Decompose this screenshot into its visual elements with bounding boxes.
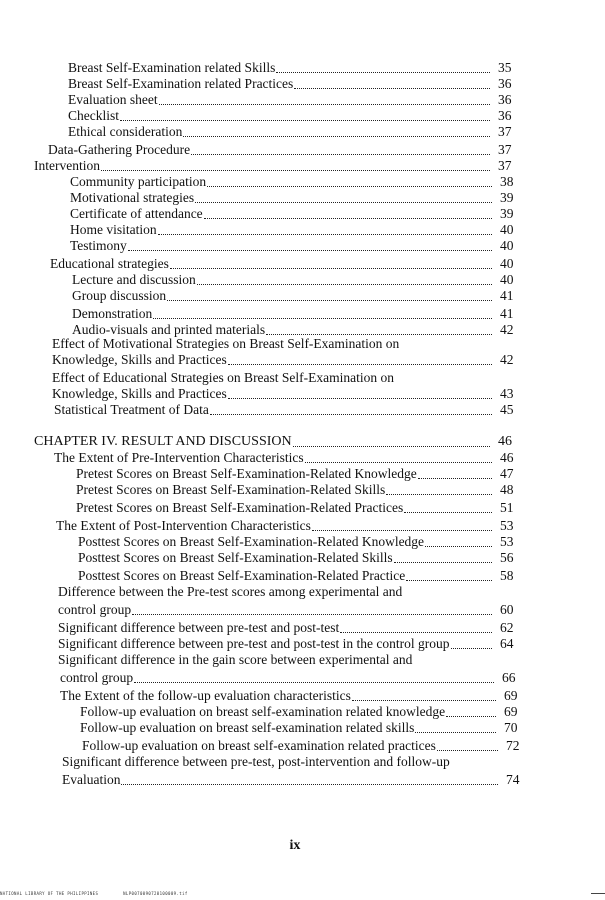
toc-entry-page: 42 [500,352,514,367]
toc-entry-page: 69 [504,704,518,719]
toc-entry [60,670,516,686]
toc-entry-title: Motivational strategies [70,190,195,205]
dot-leader [266,330,492,335]
toc-entry-title: Posttest Scores on Breast Self-Examination-Related Skills [78,550,393,565]
toc-entry-title: Pretest Scores on Breast Self-Examination-Related Skills [76,482,386,497]
toc-entry [50,256,514,272]
toc-entry-title: Testimony [70,238,127,253]
dot-leader [195,198,492,203]
toc-entry-title: CHAPTER IV. RESULT AND DISCUSSION [34,434,292,449]
dot-leader [191,150,490,155]
toc-entry-page: 40 [500,222,514,237]
toc-entry-title: Pretest Scores on Breast Self-Examination-Related Knowledge [76,466,417,481]
dot-leader [183,132,490,137]
toc-entry-page: 37 [498,124,512,139]
toc-entry-page: 36 [498,92,512,107]
toc-entry [70,206,514,222]
toc-entry-title: Posttest Scores on Breast Self-Examination-Related Practice [78,568,406,583]
toc-entry-page: 46 [498,434,512,449]
toc-entry: Significant difference between pre-test, post-intervention and follow-up [62,754,450,769]
toc-entry-title: Group discussion [72,288,167,303]
dot-leader [312,526,492,531]
toc-entry [72,272,514,288]
dot-leader [415,728,496,733]
toc-entry-page: 48 [500,482,514,497]
toc-entry-page: 62 [500,620,514,635]
footer-file-id: NLP0070090720100009.tif [123,891,188,896]
toc-entry-page: 39 [500,206,514,221]
dot-leader [101,166,490,171]
toc-entry-title: Significant difference between pre-test and post-test in the control group [58,636,450,651]
toc-entry-title: Demonstration [72,306,153,321]
toc-entry [80,704,518,720]
toc-entry: Effect of Educational Strategies on Breast Self-Examination on [52,370,395,385]
toc-entry-title: Data-Gathering Procedure [48,142,191,157]
dot-leader [158,230,492,235]
toc-entry-title: The Extent of the follow-up evaluation characteristics [60,688,351,703]
toc-entry-title: Statistical Treatment of Data [54,402,209,417]
toc-entry [70,238,514,254]
toc-entry [68,108,512,124]
dot-leader [153,314,492,319]
dot-leader [121,780,498,785]
toc-entry-page: 46 [500,450,514,465]
toc-entry-page: 53 [500,518,514,533]
toc-entry [58,636,514,652]
toc-entry-title: control group [58,602,132,617]
toc-entry-page: 42 [500,322,514,337]
dot-leader [305,458,492,463]
dot-leader [134,678,494,683]
dot-leader [404,508,492,513]
dot-leader [446,712,496,717]
dot-leader [167,296,492,301]
dot-leader [197,280,492,285]
toc-entry-page: 43 [500,386,514,401]
toc-entry-page: 69 [504,688,518,703]
toc-entry [52,352,514,368]
toc-entry-title: Ethical consideration [68,124,183,139]
toc-entry [70,222,514,238]
toc-entry [82,738,520,754]
edge-mark [591,893,605,894]
dot-leader [128,246,492,251]
toc-entry [58,620,514,636]
dot-leader [293,442,490,447]
toc-entry-page: 38 [500,174,514,189]
toc-entry-page: 41 [500,306,514,321]
toc-entry [58,602,514,618]
dot-leader [204,214,492,219]
toc-entry-title: Pretest Scores on Breast Self-Examination-Related Practices [76,500,404,515]
toc-entry-title: Home visitation [70,222,157,237]
dot-leader [406,576,492,581]
toc-entry [78,534,514,550]
toc-entry-page: 51 [500,500,514,515]
toc-entry-title: Lecture and discussion [72,272,196,287]
dot-leader [210,410,492,415]
toc-entry [68,92,512,108]
toc-entry-title: Posttest Scores on Breast Self-Examination-Related Knowledge [78,534,425,549]
toc-entry [54,402,514,418]
toc-entry-page: 66 [502,670,516,685]
toc-entry [78,568,514,584]
toc-entry [60,688,518,704]
toc-entry-page: 36 [498,76,512,91]
toc-entry-title: Community participation [70,174,207,189]
dot-leader [132,610,492,615]
toc-entry [68,124,512,140]
toc-entry [72,306,514,322]
toc-entry: Significant difference in the gain score between experimental and [58,652,413,667]
toc-entry-page: 37 [498,142,512,157]
toc-entry-page: 40 [500,238,514,253]
toc-entry-page: 40 [500,272,514,287]
toc-entry-page: 53 [500,534,514,549]
toc-entry [76,500,514,516]
toc-entry [52,386,514,402]
toc-entry [76,482,514,498]
toc-entry-title: Significant difference between pre-test and post-test [58,620,340,635]
toc-entry-title: Breast Self-Examination related Skills [68,60,276,75]
toc-entry-title: Follow-up evaluation on breast self-examination related knowledge [80,704,446,719]
dot-leader [170,264,492,269]
toc-entry [70,190,514,206]
toc-entry-title: control group [60,670,134,685]
chapter-heading [34,434,512,450]
toc-entry-title: Certificate of attendance [70,206,203,221]
toc-entry [62,772,520,788]
dot-leader [228,360,492,365]
toc-entry-title: Follow-up evaluation on breast self-examination related skills [80,720,415,735]
toc-entry [34,158,512,174]
toc-entry [76,466,514,482]
toc-entry [48,142,512,158]
dot-leader [276,68,490,73]
toc-entry-title: Intervention [34,158,100,173]
dot-leader [352,696,496,701]
dot-leader [159,100,490,105]
dot-leader [418,474,492,479]
toc-entry-title: Evaluation [62,772,121,787]
toc-entry [70,174,514,190]
toc-entry-title: Educational strategies [50,256,169,271]
toc-entry-title: The Extent of Pre-Intervention Characteristics [54,450,304,465]
toc-entry [54,450,514,466]
toc-entry [68,76,512,92]
toc-entry-title: Evaluation sheet [68,92,158,107]
toc-entry: Difference between the Pre-test scores among experimental and [58,584,403,599]
dot-leader [340,628,492,633]
dot-leader [425,542,492,547]
toc-entry-title: Knowledge, Skills and Practices [52,386,227,401]
toc-entry-page: 70 [504,720,518,735]
toc-entry-page: 56 [500,550,514,565]
toc-entry-page: 40 [500,256,514,271]
dot-leader [294,84,490,89]
dot-leader [207,182,492,187]
dot-leader [437,746,498,751]
toc-entry: Effect of Motivational Strategies on Breast Self-Examination on [52,336,400,351]
toc-entry-title: Follow-up evaluation on breast self-examination related practices [82,738,436,753]
toc-entry-page: 64 [500,636,514,651]
toc-entry-page: 60 [500,602,514,617]
toc-entry-page: 37 [498,158,512,173]
footer-library: NATIONAL LIBRARY OF THE PHILIPPINES [0,891,99,896]
toc-entry-page: 72 [506,738,520,753]
toc-entry [80,720,518,736]
toc-entry-title: Audio-visuals and printed materials [72,322,266,337]
toc-entry-page: 36 [498,108,512,123]
toc-entry-page: 41 [500,288,514,303]
dot-leader [228,394,492,399]
toc-entry-title: Checklist [68,108,119,123]
dot-leader [451,644,493,649]
toc-entry-title: Knowledge, Skills and Practices [52,352,227,367]
toc-entry-title: The Extent of Post-Intervention Characteristics [56,518,311,533]
toc-entry-page: 47 [500,466,514,481]
toc-entry-page: 35 [498,60,512,75]
toc-entry-page: 74 [506,772,520,787]
toc-entry-page: 39 [500,190,514,205]
toc-entry [72,288,514,304]
dot-leader [386,490,492,495]
dot-leader [120,116,490,121]
dot-leader [394,558,492,563]
toc-entry-title: Breast Self-Examination related Practices [68,76,294,91]
toc-entry-page: 45 [500,402,514,417]
toc-entry-page: 58 [500,568,514,583]
scan-footer [0,891,210,896]
toc-entry [56,518,514,534]
toc-entry [68,60,512,76]
page-number: ix [289,838,301,853]
toc-entry [78,550,514,566]
